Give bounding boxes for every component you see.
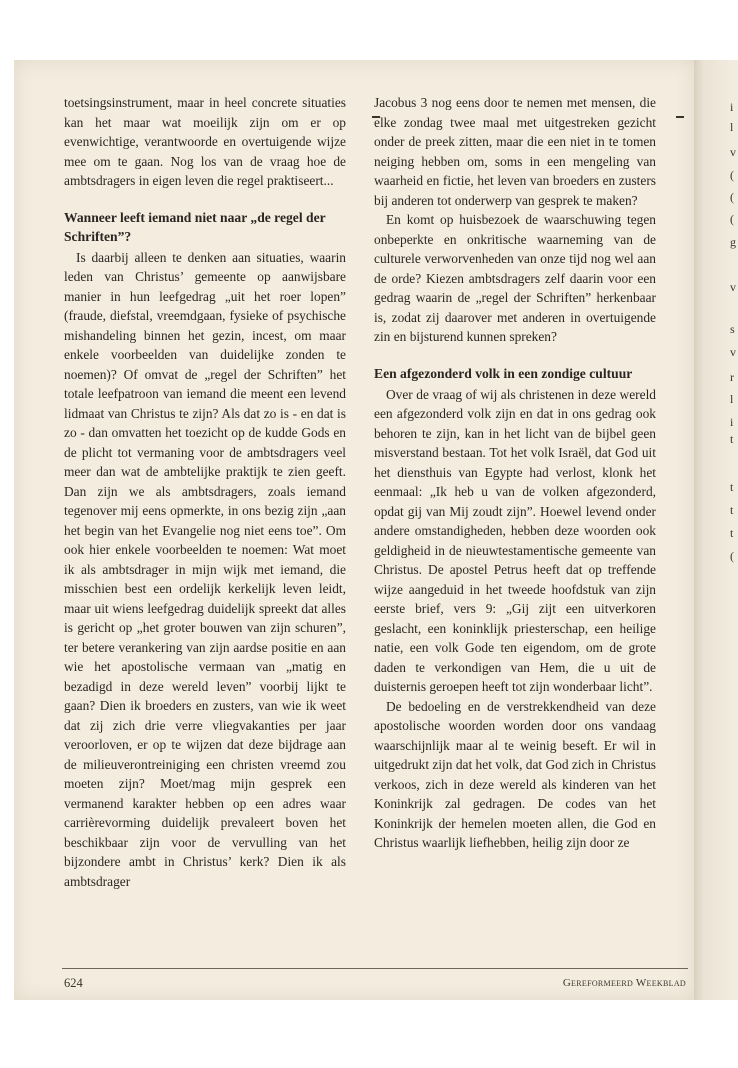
next-page-text-fragment: t bbox=[730, 526, 734, 540]
left-column bbox=[64, 93, 346, 891]
next-page-text-fragment: t bbox=[730, 503, 734, 517]
page-number: 624 bbox=[64, 976, 83, 990]
next-page-text-fragment: r bbox=[730, 370, 734, 384]
next-page-text-fragment: i bbox=[730, 415, 734, 429]
next-page-text-fragment: v bbox=[730, 145, 736, 159]
next-page-text-fragment: v bbox=[730, 345, 736, 359]
paragraph: En komt op huisbezoek de waarschuwing tegen onbeperkte en onkritische waarneming van de culturele verworvenheden van onze tijd nog wel aan de orde? Kiezen ambtsdragers zelf daarin voor een gedrag waarin de „regel der Schriften” herkenbaar is, zodat zij daarover met anderen in overtuigende zin en bijsturend kunnen spreken? bbox=[374, 212, 656, 344]
next-page-edge bbox=[694, 60, 738, 1000]
next-page-text-fragment: ( bbox=[730, 212, 734, 226]
section-heading: Een afgezonderd volk in een zondige cultuur bbox=[374, 365, 633, 381]
footer-rule bbox=[62, 968, 688, 969]
next-page-text-fragment: v bbox=[730, 280, 736, 294]
paragraph: toetsingsinstrument, maar in heel concrete situaties kan het maar wat moeilijk zijn om er op evenwichtige, verantwoorde en overtuigende wijze mee om te gaan. Nog los van de vraag hoe de ambtsdragers in eigen leven die regel praktiseert... bbox=[64, 95, 346, 188]
next-page-text-fragment: ( bbox=[730, 190, 734, 204]
next-page-text-fragment: ( bbox=[730, 549, 734, 563]
paragraph: Is daarbij alleen te denken aan situaties, waarin leden van Christus’ gemeente op aanwijsbare manier in hun leefgedrag „uit het roer lopen” (fraude, diefstal, vreemdgaan, fysieke of psychische mishandeling binnen het gezin, incest, om maar enkele voorbeelden van duidelijke zonden te noemen)? Of omvat de „regel der Schriften” het totale leefpatroon van iemand die meent een levend lidmaat van Christus te zijn? Als dat zo is - en dat is zo - dan omvatten het toezicht op de kudde Gods en de plicht tot vermaning voor de ambtsdragers veel meer dan wat de ambtelijke praktijk te zien geeft. Dan zijn we als ambtsdragers, zoals iemand tegenover mij eens opmerkte, in ons bezig zijn „aan het begin van het Evangelie nog niet eens toe”. Om ook hier enkele voorbeelden te noemen: Wat moet ik als ambtsdrager in mijn wijk met iemand, die misschien best een ordelijk kerkelijk leven leidt, maar uit wiens leefgedrag duidelijk spreekt dat alles is gericht op „het groter bouwen van zijn schuren”, ter betere verankering van zijn aardse positie en aan wie het apostolische vermaan van „matig en bezadigd in deze wereld leven” voorbij lijkt te gaan? Dien ik broeders en zusters, van wie ik weet dat zij zich drie verre vliegvakanties per jaar veroorloven, er op te wijzen dat deze bijdrage aan de milieuverontreiniging een christen vreemd zou moeten zijn? Moet/mag mijn gesprek een vermanend karakter hebben op een adres waar carrièrevorming duidelijk prevaleert boven het beschikbaar zijn voor de vervulling van het bijzondere ambt in Christus’ kerk? Dien ik als ambtsdrager bbox=[64, 249, 346, 889]
paragraph: Over de vraag of wij als christenen in deze wereld een afgezonderd volk zijn en dat in ons gedrag ook behoren te zijn, kan in het licht van de bijbel geen misverstand bestaan. Tot het volk Israël, dat God uit het diensthuis van Egypte had verlost, klonk het eenmaal: „Ik heb u van de volken afgezonderd, opdat gij van Mij zoudt zijn”. Hoewel levend onder andere omstandigheden, hebben deze woorden ook geldigheid in de nieuwtestamentische gemeente van Christus. De apostel Petrus heeft dat op treffende wijze aangeduid in het tweede hoofdstuk van zijn eerste brief, vers 9: „Gij zijt een uitverkoren geslacht, een koninklijk priesterschap, een heilige natie, een volk Gode ten eigendom, om de grote daden te verkondigen van Hem, die u uit de duisternis geroepen heeft tot zijn wonderbaar licht”. bbox=[374, 386, 656, 694]
next-page-text-fragment: l bbox=[730, 120, 734, 134]
next-page-text-fragment: t bbox=[730, 480, 734, 494]
next-page-text-fragment: s bbox=[730, 322, 735, 336]
next-page-text-fragment: l bbox=[730, 392, 734, 406]
running-footer: Gereformeerd Weekblad bbox=[562, 977, 686, 989]
next-page-text-fragment: i bbox=[730, 100, 734, 114]
next-page-text-fragment: t bbox=[730, 432, 734, 446]
next-page-text-fragment: ( bbox=[730, 168, 734, 182]
section-heading: Wanneer leeft iemand niet naar „de regel der Schriften”? bbox=[64, 209, 326, 244]
column-mark bbox=[676, 116, 684, 118]
scan-background bbox=[0, 0, 738, 60]
next-page-text-fragment: g bbox=[730, 235, 736, 249]
paragraph: De bedoeling en de verstrekkendheid van deze apostolische woorden worden door ons vandaag waarschijnlijk maar al te weinig beseft. Er wil in uitgedrukt zijn dat het volk, dat God zich in Christus verkoos, zich in deze wereld als kinderen van het Koninkrijk zal gedragen. De codes van het Koninkrijk der hemelen moeten allen, die God en Christus waarlijk liefhebben, heilig zijn door ze bbox=[374, 698, 656, 850]
paragraph: Jacobus 3 nog eens door te nemen met mensen, die elke zondag twee maal met uitgestreken gezicht onder de preek zitten, maar die een niet in te tomen neiging hebben om, soms in een mengeling van waarheid en fictie, het leven van broeders en zusters bij anderen tot onderwerp van gesprek te maken? bbox=[374, 95, 656, 208]
right-column bbox=[374, 93, 656, 853]
